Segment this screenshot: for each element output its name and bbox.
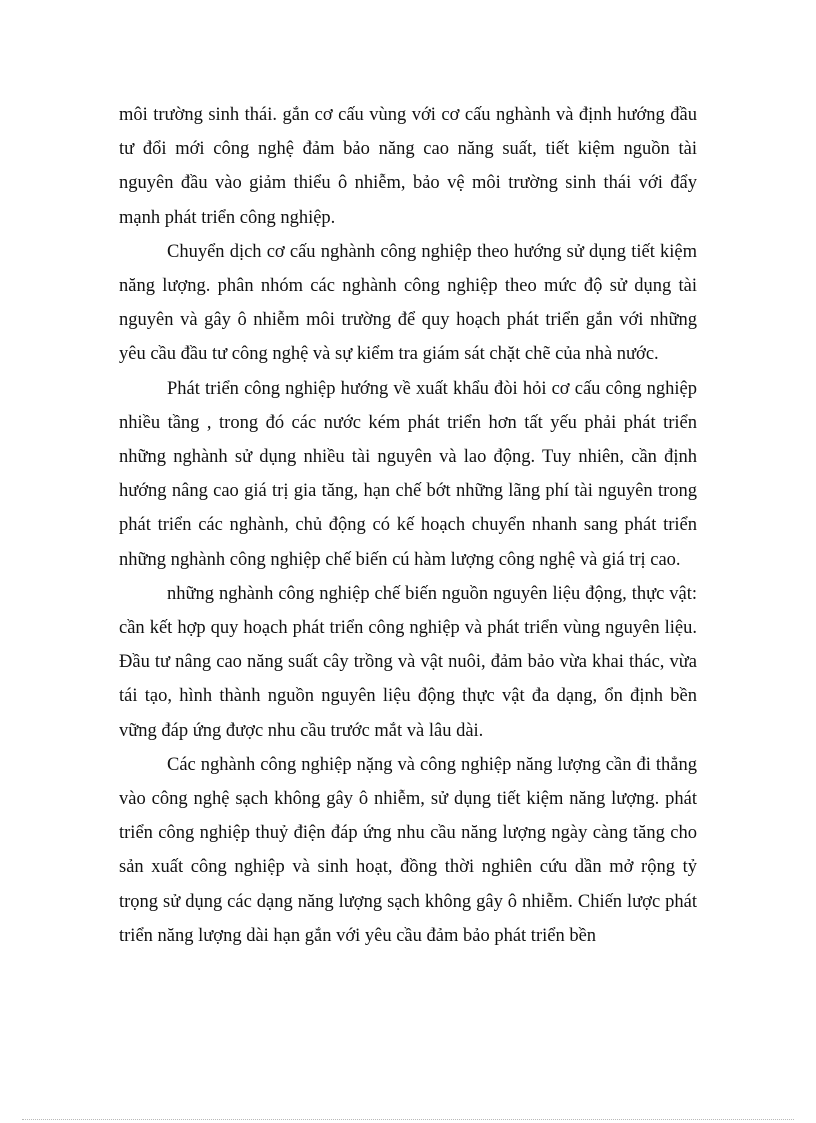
paragraph-1: môi trường sinh thái. gắn cơ cấu vùng với cơ cấu nghành và định hướng đầu tư đổi mới công nghệ đảm bảo năng cao năng suất, tiết kiệm nguồn tài nguyên đầu vào giảm thiểu ô nhiễm, bảo vệ môi trường sinh thái với đẩy mạnh phát triển công nghiệp. <box>119 105 697 228</box>
page-bottom-edge <box>22 1119 794 1120</box>
paragraph-2: Chuyển dịch cơ cấu nghành công nghiệp theo hướng sử dụng tiết kiệm năng lượng. phân nhóm các nghành công nghiệp theo mức độ sử dụng tài nguyên và gây ô nhiễm môi trường để quy hoạch phát triển gắn với những yêu cầu đầu tư công nghệ và sự kiểm tra giám sát chặt chẽ của nhà nước. <box>119 241 697 365</box>
paragraph-3: Phát triển công nghiệp hướng về xuất khẩu đòi hỏi cơ cấu công nghiệp nhiều tầng , trong đó các nước kém phát triển hơn tất yếu phải phát triển những nghành sử dụng nhiều tài nguyên và lao động. Tuy nhiên, cần định hướng nâng cao giá trị gia tăng, hạn chế bớt những lãng phí tài nguyên trong phát triển các nghành, chủ động có kế hoạch chuyển nhanh sang phát triển những nghành công nghiệp chế biến cú hàm lượng công nghệ và giá trị cao. <box>119 378 697 570</box>
paragraph-4: những nghành công nghiệp chế biến nguồn nguyên liệu động, thực vật: cần kết hợp quy hoạch phát triển công nghiệp và phát triển vùng nguyên liệu. Đầu tư nâng cao năng suất cây trồng và vật nuôi, đảm bảo vừa khai thác, vừa tái tạo, hình thành nguồn nguyên liệu động thực vật đa dạng, ổn định bền vững đáp ứng được nhu cầu trước mắt và lâu dài. <box>119 583 697 741</box>
paragraph-5: Các nghành công nghiệp nặng và công nghiệp năng lượng cần đi thẳng vào công nghệ sạch không gây ô nhiễm, sử dụng tiết kiệm năng lượng. phát triển công nghiệp thuỷ điện đáp ứng nhu cầu năng lượng ngày càng tăng cho sản xuất công nghiệp và sinh hoạt, đồng thời nghiên cứu dần mở rộng tỷ trọng sử dụng các dạng năng lượng sạch không gây ô nhiễm. Chiến lược phát triển năng lượng dài hạn gắn với yêu cầu đảm bảo phát triển bền <box>119 754 697 946</box>
body-text <box>119 98 697 953</box>
